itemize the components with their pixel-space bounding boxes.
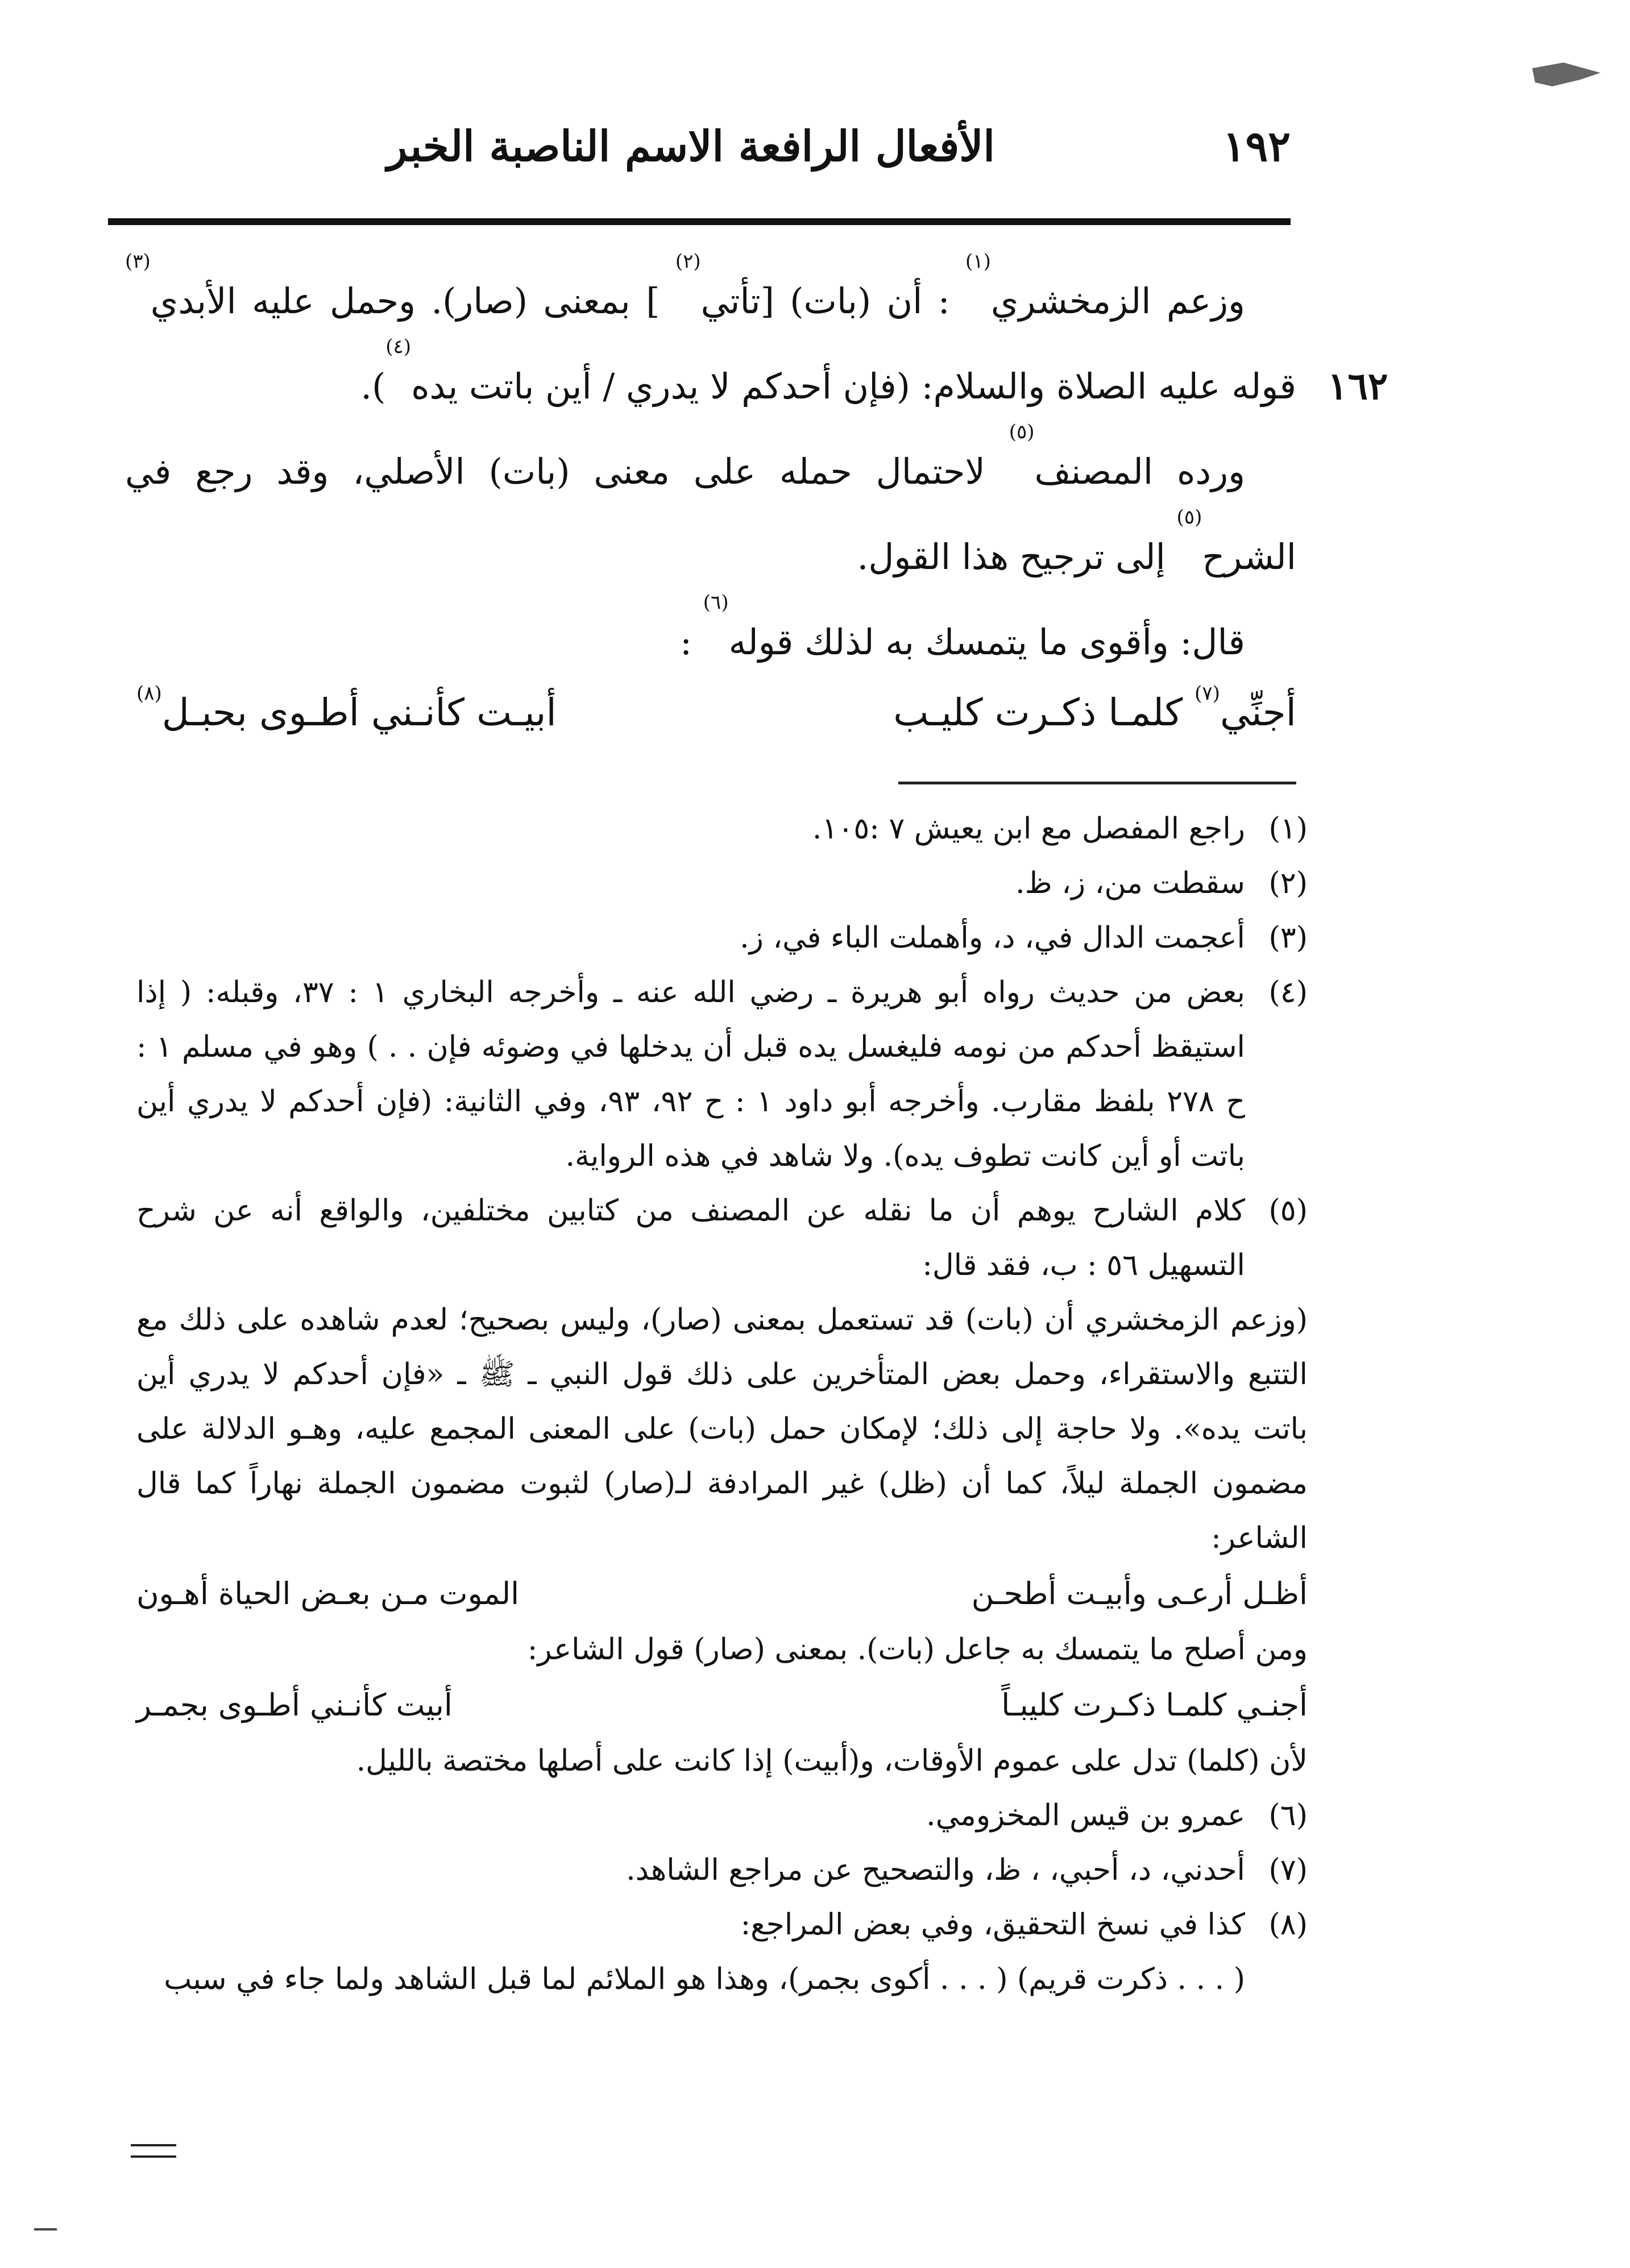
footnote-separator bbox=[898, 782, 1296, 784]
footnote-5 bbox=[136, 1183, 1308, 1293]
footnote-ref: (٢) bbox=[675, 250, 701, 273]
running-title: الأفعال الرافعة الاسم الناصبة الخبر bbox=[387, 122, 995, 171]
footnote-number: (٤) bbox=[1268, 975, 1308, 1010]
footnote-7 bbox=[136, 1843, 1308, 1897]
footnote-ref: (٥) bbox=[1176, 506, 1202, 529]
text-run: قال: وأقوى ما يتمسك به لذلك قوله bbox=[728, 621, 1245, 663]
footnote-text: كلام الشارح يوهم أن ما نقله عن المصنف من كتابين مختلفين، والواقع أنه عن شرح التسهيل ٥٦ : ب، فقد قال: bbox=[136, 1194, 1245, 1282]
footnote-6 bbox=[136, 1788, 1308, 1843]
text-run: أبيـت كأنـني أطـوى بحبـل bbox=[161, 691, 557, 734]
footnote-number: (٧) bbox=[1268, 1853, 1308, 1887]
text-run: إلى ترجيح هذا القول. bbox=[857, 536, 1166, 578]
footnote-8 bbox=[136, 1897, 1308, 1952]
footnote-3 bbox=[136, 911, 1308, 965]
footnote-2 bbox=[136, 856, 1308, 911]
paragraph-1 bbox=[125, 250, 1296, 429]
footnote-number: (٢) bbox=[1268, 866, 1308, 900]
text-run: ورده المصنف bbox=[1034, 451, 1246, 492]
footnote-number: (٣) bbox=[1268, 921, 1308, 955]
footnote-ref: (٨) bbox=[136, 682, 162, 705]
main-text bbox=[125, 250, 1296, 734]
footnote-ref: (٣) bbox=[125, 250, 151, 273]
footnote-ref: (٥) bbox=[1009, 421, 1035, 443]
page-number: ١٩٢ bbox=[1222, 122, 1291, 171]
footnote-text: كذا في نسخ التحقيق، وفي بعض المراجع: bbox=[740, 1908, 1245, 1942]
footnote-ref: (١) bbox=[965, 250, 991, 273]
footnote-text: أحدني، د، أحبي، ، ظ، والتصحيح عن مراجع الشاهد. bbox=[626, 1853, 1245, 1887]
scan-smudge bbox=[1529, 57, 1603, 91]
text-run: كلمـا ذكـرت كليـب bbox=[893, 691, 1183, 734]
text-run: ). bbox=[360, 365, 386, 407]
verse-first-hemistich bbox=[893, 682, 1296, 734]
footnote-text: سقطت من، ز، ظ. bbox=[1015, 866, 1245, 900]
footnote-text: راجع المفصل مع ابن يعيش ٧ :١٠٥. bbox=[812, 812, 1245, 846]
footnote-number: (٨) bbox=[1268, 1908, 1308, 1942]
footnote-number: (٥) bbox=[1268, 1194, 1308, 1228]
verse-second-hemistich: الموت مـن بعـض الحياة أهـون bbox=[136, 1576, 520, 1611]
verse-first-hemistich: أظـل أرعـى وأبيـت أطحـن bbox=[971, 1576, 1308, 1611]
footnote-ref: (٦) bbox=[703, 591, 729, 614]
footnote-5-quote: (وزعم الزمخشري أن (بات) قد تستعمل بمعنى (صار)، وليس بصحيح؛ لعدم شاهده على ذلك مع التتبع والاستقراء، وحمل بعض المتأخرين على ذلك قول النبي ـ ﷺ ـ «فإن أحدكم لا يدري أين باتت يده». ولا حاجة إلى ذلك؛ لإمكان حمل (بات) على المعنى المجمع عليه، وهـو الدلالة على مضمون الجملة ليلاً، كما أن (ظل) غير المرادفة لـ(صار) لثبوت مضمون الجملة نهاراً كما قال الشاعر: bbox=[136, 1303, 1308, 1555]
footnote-number: (٦) bbox=[1268, 1798, 1308, 1833]
text-run: وزعم الزمخشري bbox=[990, 280, 1245, 322]
footnote-5-end: لأن (كلما) تدل على عموم الأوقات، و(أبيت) إذا كانت على أصلها مختصة بالليل. bbox=[356, 1744, 1308, 1778]
text-run: : أن (بات) [تأتي bbox=[700, 280, 950, 322]
footnote-text: عمرو بن قيس المخزومي. bbox=[926, 1798, 1245, 1833]
text-run: لاحتمال حمله على معنى (بات) الأصلي، وقد رجع في الشرح bbox=[125, 451, 1296, 578]
paragraph-3 bbox=[125, 591, 1296, 685]
scan-mark bbox=[34, 2228, 57, 2230]
footnote-indent bbox=[1245, 1952, 1308, 2007]
text-run: : bbox=[680, 621, 692, 663]
footnote-5-verse-2 bbox=[136, 1677, 1308, 1734]
footnote-number: (١) bbox=[1268, 812, 1308, 846]
footnote-ref: (٤) bbox=[385, 335, 412, 358]
footnote-1 bbox=[136, 801, 1308, 856]
footnote-4 bbox=[136, 965, 1308, 1183]
verse bbox=[136, 682, 1296, 734]
verse-second-hemistich bbox=[136, 682, 557, 734]
verse-second-hemistich: أبيت كأنـني أطـوى بجمـر bbox=[136, 1687, 453, 1723]
footnote-ref: (٧) bbox=[1194, 682, 1220, 705]
footnote-text: أعجمت الدال في، د، وأهملت الباء في، ز. bbox=[740, 921, 1245, 955]
continuation-mark bbox=[131, 2144, 176, 2158]
text-run: قوله عليه الصلاة والسلام: (فإن أحدكم لا يدري / أين باتت يده bbox=[411, 365, 1296, 407]
paragraph-2 bbox=[125, 421, 1296, 600]
page-header bbox=[102, 122, 1291, 202]
verse-first-hemistich: أجنـي كلمـا ذكـرت كليبـاً bbox=[1001, 1687, 1308, 1723]
footnote-8-continued bbox=[136, 1952, 1308, 2007]
footnote-text: ( . . . ذكرت قريم) ( . . . أكوى بجمر)، وهذا هو الملائم لما قبل الشاهد ولما جاء في سبب bbox=[164, 1962, 1245, 1996]
footnote-5-mid: ومن أصلح ما يتمسك به جاعل (بات). بمعنى (صار) قول الشاعر: bbox=[527, 1633, 1308, 1667]
text-run: ] بمعنى (صار). وحمل عليه الأبدي bbox=[150, 280, 660, 322]
footnotes bbox=[136, 801, 1308, 2007]
footnote-text: بعض من حديث رواه أبو هريرة ـ رضي الله عنه ـ وأخرجه البخاري ١ : ٣٧، وقبله: ( إذا استيقظ أحدكم من نومه فليغسل يده قبل أن يدخلها في وضوئه فإن . . ) وهو في مسلم ١ : ح ٢٧٨ بلفظ مقارب. وأخرجه أبو داود ١ : ح ٩٢، ٩٣، وفي الثانية: (فإن أحدكم لا يدري أين باتت أو أين كانت تطوف يده). ولا شاهد في هذه الرواية. bbox=[136, 975, 1246, 1173]
margin-section-number: ١٦٢ bbox=[1328, 364, 1388, 408]
header-rule bbox=[108, 218, 1291, 225]
text-run: أجنِّي bbox=[1220, 691, 1296, 734]
footnote-5-verse-1 bbox=[136, 1565, 1308, 1622]
